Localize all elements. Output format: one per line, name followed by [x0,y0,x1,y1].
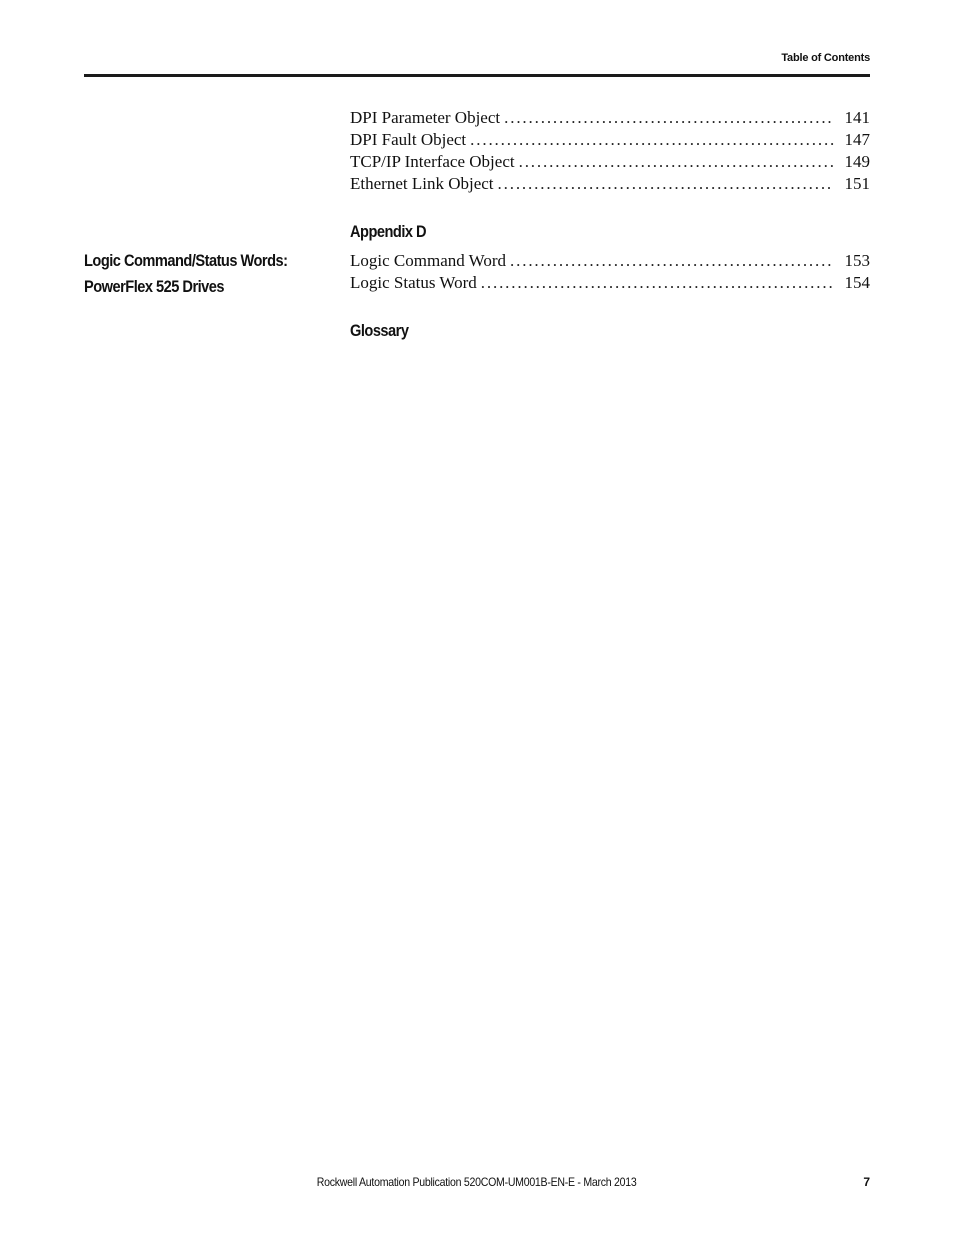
toc-entry-title: Logic Status Word [350,273,477,292]
dot-leader [498,173,834,195]
side-title-line-2: PowerFlex 525 Drives [84,277,225,296]
appendix-d-side-title [84,248,342,300]
toc-entry-title: Logic Command Word [350,251,507,270]
dot-leader [510,250,834,272]
dot-leader [504,107,834,129]
toc-entry[interactable] [350,107,870,129]
toc-entry-title: DPI Parameter Object [350,108,501,127]
toc-entry-title: TCP/IP Interface Object [350,152,515,171]
dot-leader [481,272,834,294]
toc-entry-page: 151 [844,174,870,193]
toc-entry-page: 153 [844,251,870,270]
toc-entry[interactable] [350,129,870,151]
footer-publication-text: Rockwell Automation Publication 520COM-UM001B-EN-E - March 2013 [317,1175,637,1189]
appendix-d-heading[interactable]: Appendix D [350,222,427,241]
glossary-heading[interactable]: Glossary [350,321,409,340]
toc-entry-page: 154 [844,273,870,292]
header-rule [84,74,870,77]
toc-entry-page: 141 [844,108,870,127]
page-header-label: Table of Contents [781,52,870,64]
dot-leader [519,151,834,173]
toc-block-appendix-d [350,250,870,294]
footer-publication [0,1175,954,1189]
toc-entry[interactable] [350,272,870,294]
toc-entry[interactable] [350,173,870,195]
toc-entry[interactable] [350,151,870,173]
toc-entry-page: 149 [844,152,870,171]
toc-entry[interactable] [350,250,870,272]
toc-entry-page: 147 [844,130,870,149]
page-number: 7 [863,1175,870,1189]
dot-leader [470,129,834,151]
toc-entry-title: DPI Fault Object [350,130,467,149]
toc-block-top [350,107,870,195]
toc-entry-title: Ethernet Link Object [350,174,494,193]
side-title-line-1: Logic Command/Status Words: [84,251,288,270]
